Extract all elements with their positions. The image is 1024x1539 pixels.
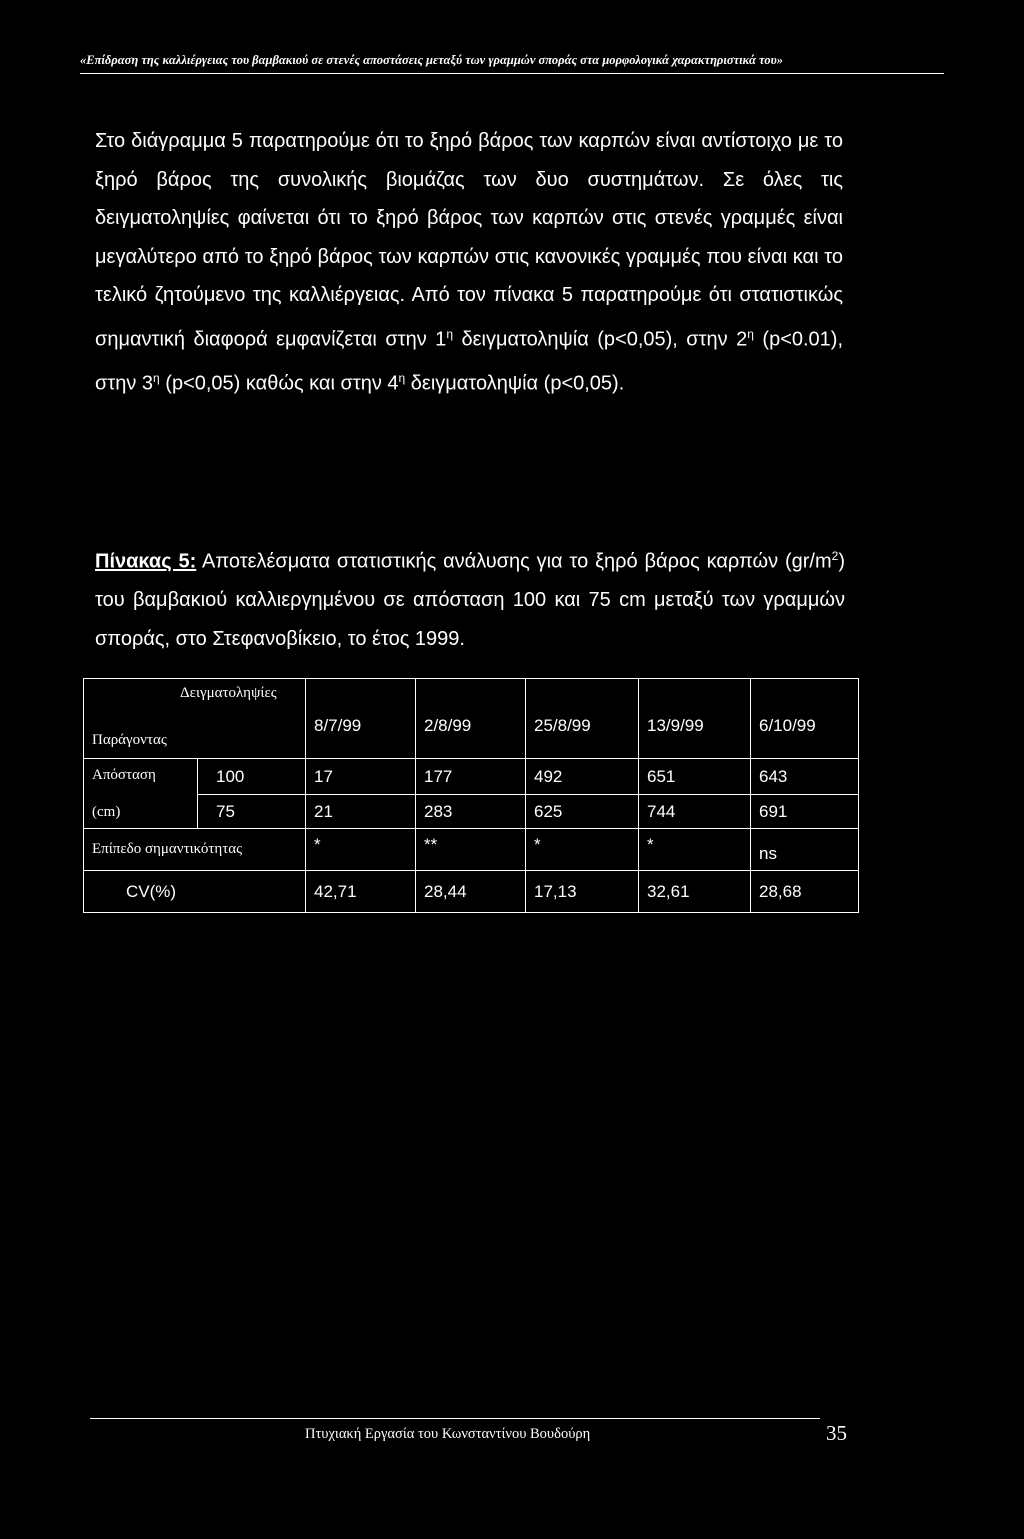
distance-label: Απόσταση (92, 767, 156, 783)
table-cell: 651 (639, 759, 751, 795)
significance-cell: * (526, 829, 639, 871)
significance-cell: * (306, 829, 416, 871)
date-cell: 6/10/99 (751, 679, 859, 759)
results-table (83, 678, 859, 913)
date-cell: 25/8/99 (526, 679, 639, 759)
cv-label: CV(%) (84, 871, 306, 913)
distance-label-cell (84, 759, 198, 829)
table-header-row (84, 679, 859, 759)
cv-row (84, 871, 859, 913)
date-cell: 13/9/99 (639, 679, 751, 759)
table-cell: 21 (306, 795, 416, 829)
body-paragraph (95, 122, 843, 403)
table-cell: 691 (751, 795, 859, 829)
superscript-3: η (153, 370, 160, 385)
date-cell: 2/8/99 (416, 679, 526, 759)
distance-unit: (cm) (92, 804, 121, 820)
paragraph-line-1b: δειγματοληψία (p<0,05), στην 2 (453, 328, 748, 351)
significance-row (84, 829, 859, 871)
cv-cell: 28,44 (416, 871, 526, 913)
table-caption-text-b: ) του βαμβακιού καλλιεργημένου σε απόσταση 100 και 75 cm μεταξύ των γραμμών σποράς, στο Στεφανοβίκειο, το έτος 1999. (95, 550, 845, 650)
table-caption (95, 537, 845, 658)
paragraph-text: Στο διάγραμμα 5 παρατηρούμε ότι το ξηρό βάρος των καρπών είναι αντίστοιχο με το ξηρό βάρος της συνολικής βιομάζας των δυο συστημάτων. Σε όλες τις δειγματοληψίες φαίνεται ότι το ξηρό βάρος των καρπών στις στενές γραμμές είναι μεγαλύτερο από το ξηρό βάρος των καρπών στις κανονικές γραμμές που είναι και το τελικό ζητούμενο της καλλιέργειας. Από τον πίνακα 5 παρατηρούμε ότι στατιστικώς σημαντική διαφορά εμφανίζεται (95, 130, 843, 351)
table-caption-text: Αποτελέσματα στατιστικής ανάλυσης για το ξηρό βάρος καρπών (gr/m (196, 550, 832, 573)
caption-superscript: 2 (831, 549, 839, 563)
table-cell: 283 (416, 795, 526, 829)
significance-label: Επίπεδο σημαντικότητας (84, 829, 306, 871)
table-cell: 177 (416, 759, 526, 795)
header-bottom-label: Παράγοντας (92, 732, 167, 748)
superscript-4: η (398, 370, 406, 385)
distance-value: 75 (198, 795, 306, 829)
superscript-2: η (747, 326, 754, 341)
page-number: 35 (826, 1421, 847, 1445)
cv-cell: 42,71 (306, 871, 416, 913)
distance-value: 100 (198, 759, 306, 795)
paragraph-line-2b: (p<0.01), στην 3 (95, 328, 844, 395)
header-top-label: Δειγματοληψίες (180, 685, 277, 701)
table-cell: 492 (526, 759, 639, 795)
significance-cell: ** (416, 829, 526, 871)
table-row (84, 795, 859, 829)
cv-cell: 17,13 (526, 871, 639, 913)
paragraph-line-4: στην 4 (340, 372, 399, 395)
cv-cell: 32,61 (639, 871, 751, 913)
table-cell: 625 (526, 795, 639, 829)
table-cell: 744 (639, 795, 751, 829)
table-caption-label: Πίνακας 5: (95, 550, 197, 573)
paragraph-line-4b: δειγματοληψία (p<0,05). (405, 372, 625, 395)
running-header: «Επίδραση της καλλιέργειας του βαμβακιού σε στενές αποστάσεις μεταξύ των γραμμών σποράς στα μορφολογικά χαρακτηριστικά του» (80, 53, 784, 67)
table-cell: 17 (306, 759, 416, 795)
superscript-1: η (446, 326, 453, 341)
table-cell: 643 (751, 759, 859, 795)
header-corner-cell (84, 679, 306, 759)
significance-cell: ns (751, 829, 859, 871)
paragraph-line-3b: (p<0,05) καθώς και (159, 372, 335, 395)
table-row (84, 759, 859, 795)
date-cell: 8/7/99 (306, 679, 416, 759)
cv-cell: 28,68 (751, 871, 859, 913)
significance-cell: * (639, 829, 751, 871)
paragraph-line-1: στην 1 (385, 328, 447, 351)
footer-rule (90, 1418, 820, 1419)
header-rule (80, 73, 944, 74)
footer-author: Πτυχιακή Εργασία του Κωνσταντίνου Βουδούρη (305, 1426, 591, 1442)
